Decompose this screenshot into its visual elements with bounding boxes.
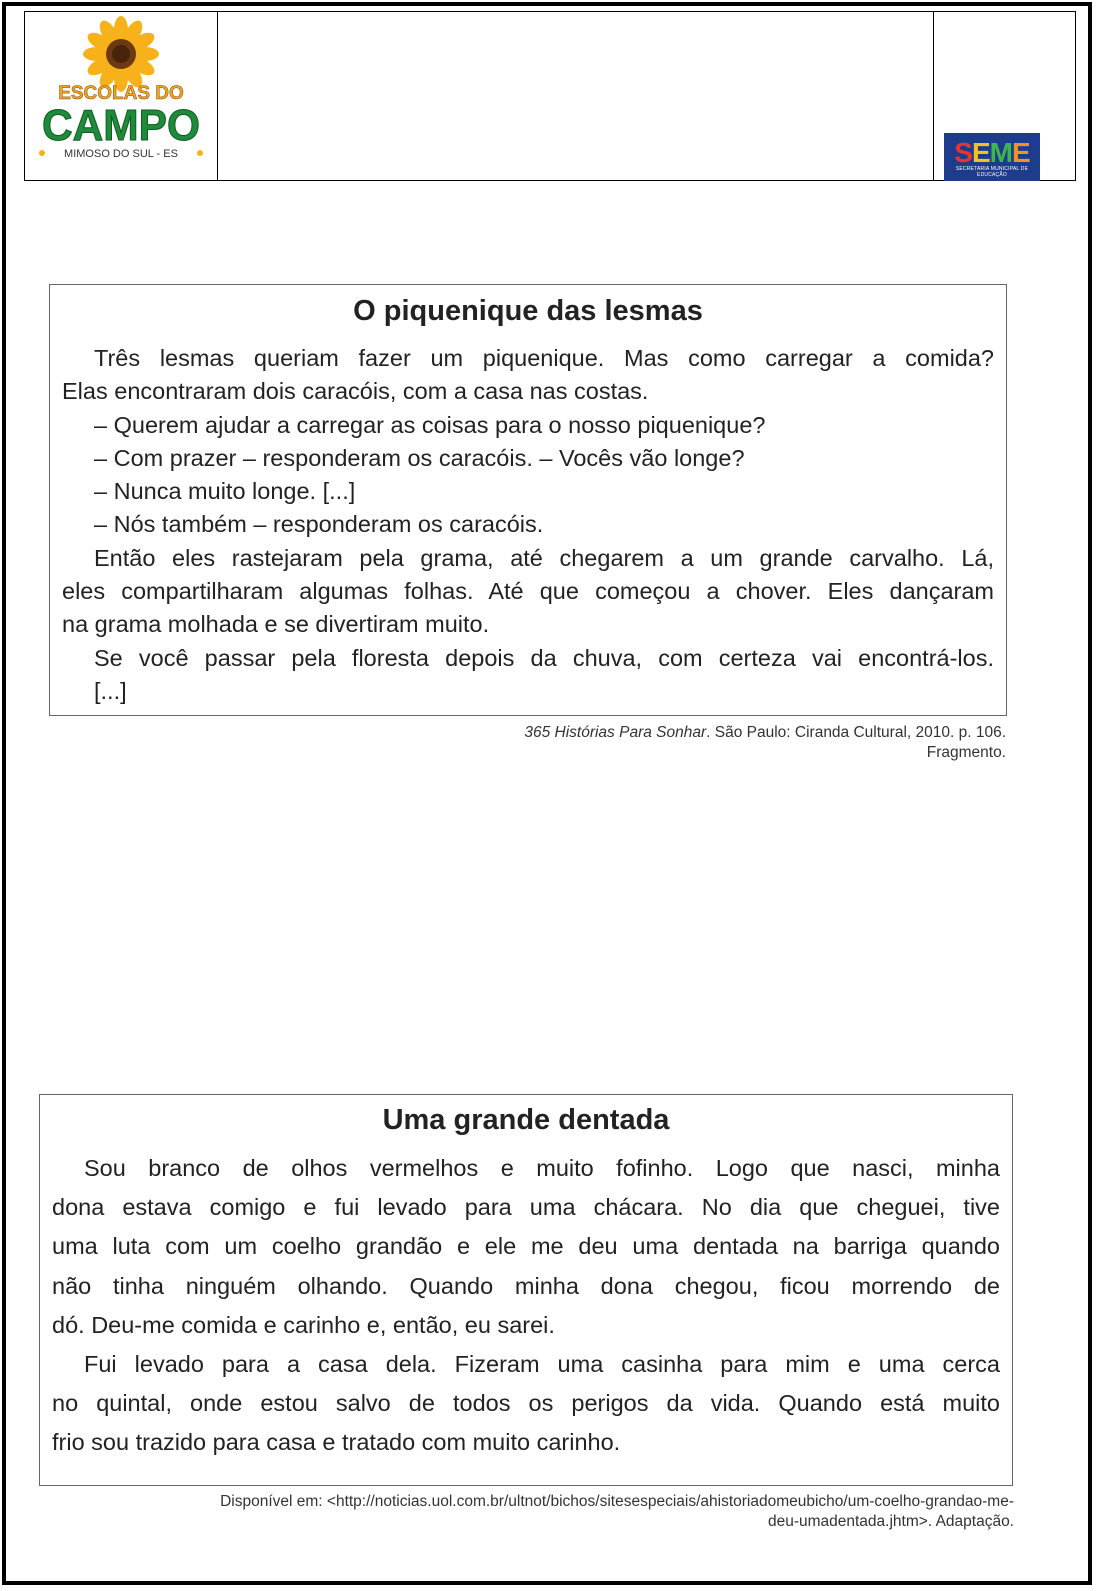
text2-line: frio sou trazido para casa e tratado com muito carinho. [52, 1429, 621, 1456]
text2-source-url-end: deu-umadentada.jhtm>. Adaptação. [767, 1513, 1014, 1530]
text2-line: no quintal, onde estou salvo de todos os perigos da vida. Quando está muito [52, 1390, 1000, 1417]
header-blank-cell [218, 12, 934, 180]
header-logo-cell [25, 12, 218, 180]
text1-line: Três lesmas queriam fazer um piquenique. Mas como carregar a comida? [94, 345, 994, 371]
seme-letters [944, 137, 1040, 169]
logo-line3: MIMOSO DO SUL - ES [64, 148, 178, 160]
text2-line: Sou branco de olhos vermelhos e muito fofinho. Logo que nasci, minha [84, 1155, 1000, 1181]
text-box-dentada [39, 1094, 1013, 1486]
text2-line: dó. Deu-me comida e carinho e, então, eu sarei. [52, 1311, 555, 1338]
text1-source [300, 723, 1006, 763]
text1-line: Se você passar pela floresta depois da chuva, com certeza vai encontrá-los. [94, 644, 994, 671]
seme-subtitle: SECRETARIA MUNICIPAL DE EDUCAÇÃO [955, 166, 1029, 178]
text-box-piquenique [49, 284, 1007, 716]
text1-source-note: Fragmento. [926, 744, 1006, 761]
text2-line: não tinha ninguém olhando. Quando minha dona chegou, ficou morrendo de [52, 1272, 1000, 1299]
text1-body [62, 342, 994, 708]
text1-line: – Querem ajudar a carregar as coisas para o nosso piquenique? [94, 411, 766, 438]
text1-line: [...] [94, 677, 127, 704]
text2-title: Uma grande dentada [382, 1104, 670, 1136]
text1-line: – Nunca muito longe. [...] [94, 478, 356, 505]
seme-letter-e2: E [1012, 137, 1030, 168]
seme-letter-s: S [954, 137, 972, 168]
text1-title: O piquenique das lesmas [353, 295, 703, 327]
header-seme-cell [934, 12, 1075, 180]
seme-letter-e1: E [971, 137, 990, 168]
text1-line: eles compartilharam algumas folhas. Até que começou a chover. Eles dançaram [62, 578, 994, 605]
escolas-do-campo-logo [33, 16, 211, 166]
text1-source-publisher: . São Paulo: Ciranda Cultural, 2010. p. 106. [706, 724, 1006, 741]
text1-line: – Com prazer – responderam os caracóis. – Vocês vão longe? [94, 444, 745, 471]
seme-logo [944, 133, 1040, 181]
text2-line: uma luta com um coelho grandão e ele me deu uma dentada na barriga quando [52, 1233, 1000, 1260]
text2-body [52, 1149, 1000, 1463]
text2-source [60, 1492, 1014, 1532]
text1-line: na grama molhada e se divertiram muito. [62, 611, 490, 638]
seme-letter-m: M [989, 137, 1012, 168]
logo-line2: CAMPO [42, 101, 200, 150]
text2-line: dona estava comigo e fui levado para uma chácara. No dia que cheguei, tive [52, 1194, 1000, 1221]
text1-line: – Nós também – responderam os caracóis. [94, 511, 544, 538]
logo-line1: ESCOLAS DO [58, 83, 184, 104]
header-table [24, 11, 1076, 181]
text1-source-book: 365 Histórias Para Sonhar [524, 724, 707, 741]
text2-line: Fui levado para a casa dela. Fizeram uma casinha para mim e uma cerca [84, 1351, 1000, 1378]
text2-source-url: Disponível em: <http://noticias.uol.com.br/ultnot/bichos/sitesespeciais/ahistoriadomeubicho/um-coelho-grandao-me- [220, 1493, 1014, 1510]
text1-line: Elas encontraram dois caracóis, com a casa nas costas. [62, 378, 649, 405]
text1-line: Então eles rastejaram pela grama, até chegarem a um grande carvalho. Lá, [94, 544, 994, 571]
